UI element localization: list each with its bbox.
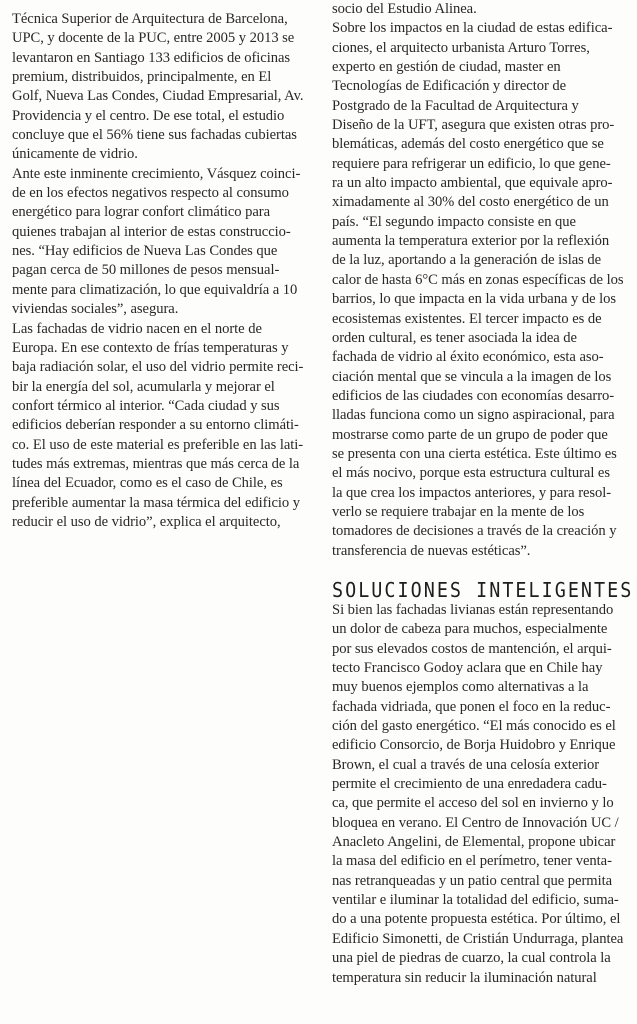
text-line: tecto Francisco Godoy aclara que en Chile hay	[332, 660, 603, 676]
section-paragraph	[332, 601, 632, 988]
paragraph	[332, 601, 632, 988]
section-heading: SOLUCIONES INTELIGENTES	[332, 577, 634, 602]
text-line: do a una potente propuesta estética. Por último, el	[332, 911, 621, 928]
text-line: ecosistemas existentes. El tercer impacto es de	[332, 310, 602, 327]
text-line: Europa. En ese contexto de frías temperaturas y	[12, 339, 289, 356]
text-line: una piel de piedras de cuarzo, la cual controla la	[332, 950, 611, 967]
text-line: Ante este inminente crecimiento, Vásquez coinci-	[12, 165, 301, 182]
text-line: baja radiación solar, el uso del vidrio permite reci-	[12, 359, 304, 376]
text-line: fachada vidriada, que ponen el foco en la reduc-	[332, 698, 611, 715]
text-line: ciación mental que se vincula a la imagen de los	[332, 368, 612, 385]
text-line: Si bien las fachadas livianas están representando	[332, 601, 614, 618]
text-line: requiere para refrigerar un edificio, lo que gene-	[332, 155, 611, 172]
text-line: socio del Estudio Alinea.	[332, 1, 477, 17]
text-line: el más nocivo, porque esta estructura cultural es	[332, 465, 610, 482]
text-line: energético para lograr confort climático para	[12, 204, 271, 221]
text-line: tudes más extremas, mientras que más cerca de la	[12, 455, 300, 472]
text-line: únicamente de vidrio.	[12, 146, 138, 163]
text-line: bloquea en verano. El Centro de Innovación UC /	[332, 814, 619, 831]
text-line: se presenta con una cierta estética. Este último es	[332, 445, 617, 462]
paragraph	[12, 10, 312, 165]
text-line: confort térmico al interior. “Cada ciudad y sus	[12, 397, 280, 414]
text-line: Diseño de la UFT, asegura que existen otras pro-	[332, 117, 615, 134]
text-line: fachada de vidrio al éxito económico, esta aso-	[332, 349, 604, 366]
text-line: calor de hasta 6°C más en zonas específicas de los	[332, 271, 624, 288]
text-line: Las fachadas de vidrio nacen en el norte de	[12, 320, 262, 337]
text-line: barrios, lo que impacta en la vida urbana y de los	[332, 291, 617, 308]
text-line: línea del Ecuador, como es el caso de Chile, es	[12, 475, 283, 492]
text-line: ca, que permite el acceso del sol en invierno y lo	[332, 795, 614, 812]
text-line: edificios de las ciudades con economías desarro-	[332, 387, 615, 404]
paragraph	[12, 320, 312, 533]
text-line: orden cultural, es tener asociada la idea de	[332, 329, 577, 346]
text-line: Golf, Nueva Las Condes, Ciudad Empresarial, Av.	[12, 88, 304, 105]
text-line: país. “El segundo impacto consiste en que	[332, 213, 576, 230]
text-line: verlo se requiere trabajar en la mente de los	[332, 503, 585, 520]
text-line: ximadamente al 30% del costo energético de un	[332, 194, 609, 211]
text-line: la masa del edificio en el perímetro, tener venta-	[332, 853, 612, 870]
text-line: Postgrado de la Facultad de Arquitectura y	[332, 97, 579, 114]
right-column-body	[332, 0, 632, 561]
text-line: blemáticas, además del costo energético que se	[332, 136, 604, 153]
text-line: bir la energía del sol, acumularla y mejorar el	[12, 378, 275, 395]
text-line: Tecnologías de Edificación y director de	[332, 78, 567, 95]
text-line: transferencia de nuevas estéticas”.	[332, 542, 531, 559]
text-line: ra un alto impacto ambiental, que equivale apro-	[332, 175, 613, 192]
text-line: UPC, y docente de la PUC, entre 2005 y 2013 se	[12, 30, 295, 47]
text-line: de la luz, aportando a la generación de islas de	[332, 252, 602, 269]
paragraph	[332, 19, 632, 561]
text-line: concluye que el 56% tiene sus fachadas cubiertas	[12, 127, 297, 144]
text-line: ciones, el arquitecto urbanista Arturo Torres,	[332, 39, 590, 56]
text-line: un dolor de cabeza para muchos, especialmente	[332, 621, 608, 638]
text-line: Anacleto Angelini, de Elemental, propone ubicar	[332, 834, 616, 851]
right-column	[332, 0, 632, 988]
paragraph	[12, 165, 312, 320]
text-line: mostrarse como parte de un grupo de poder que	[332, 426, 608, 443]
text-line: co. El uso de este material es preferible en las lati-	[12, 436, 304, 453]
text-line: permite el crecimiento de una enredadera cadu-	[332, 776, 607, 793]
text-line: de en los efectos negativos respecto al consumo	[12, 185, 289, 202]
text-line: reducir el uso de vidrio”, explica el arquitecto,	[12, 513, 281, 530]
text-line: preferible aumentar la masa térmica del edificio y	[12, 494, 301, 511]
text-line: nes. “Hay edificios de Nueva Las Condes que	[12, 243, 278, 260]
text-line: mente para climatización, lo que equivaldría a 10	[12, 281, 298, 298]
text-line: Técnica Superior de Arquitectura de Barcelona,	[12, 11, 288, 27]
text-line: por sus elevados costos de mantención, el arqui-	[332, 640, 612, 657]
text-line: quienes trabajan al interior de estas construccio-	[12, 223, 291, 240]
text-line: Sobre los impactos en la ciudad de estas edifica-	[332, 20, 613, 37]
text-line: tomadores de decisiones a través de la creación y	[332, 523, 617, 540]
text-line: edificios deberían responder a su entorno climáti-	[12, 417, 299, 434]
text-line: edificio Consorcio, de Borja Huidobro y Enrique	[332, 737, 616, 754]
text-line: ción del gasto energético. “El más conocido es el	[332, 718, 616, 735]
text-line: experto en gestión de ciudad, master en	[332, 59, 561, 76]
text-line: Edificio Simonetti, de Cristián Undurraga, plantea	[332, 930, 624, 947]
text-line: Providencia y el centro. De ese total, el estudio	[12, 107, 285, 124]
text-line: muy buenos ejemplos como alternativas a la	[332, 679, 589, 696]
paragraph	[332, 0, 632, 19]
left-column	[12, 10, 312, 532]
text-line: aumenta la temperatura exterior por la reflexión	[332, 233, 610, 250]
text-line: premium, distribuidos, principalmente, en El	[12, 69, 272, 86]
text-line: la que crea los impactos anteriores, y para resol-	[332, 484, 612, 501]
text-line: lladas funciona como un signo aspiracional, para	[332, 407, 615, 424]
text-line: pagan cerca de 50 millones de pesos mensual-	[12, 262, 280, 279]
text-line: temperatura sin reducir la iluminación natural	[332, 969, 597, 986]
text-line: ventilar e iluminar la totalidad del edificio, suma-	[332, 892, 619, 909]
text-line: viviendas sociales”, asegura.	[12, 301, 179, 318]
text-line: nas retranqueadas y un patio central que permita	[332, 872, 613, 889]
text-line: Brown, el cual a través de una celosía exterior	[332, 756, 600, 773]
text-line: levantaron en Santiago 133 edificios de oficinas	[12, 49, 291, 66]
